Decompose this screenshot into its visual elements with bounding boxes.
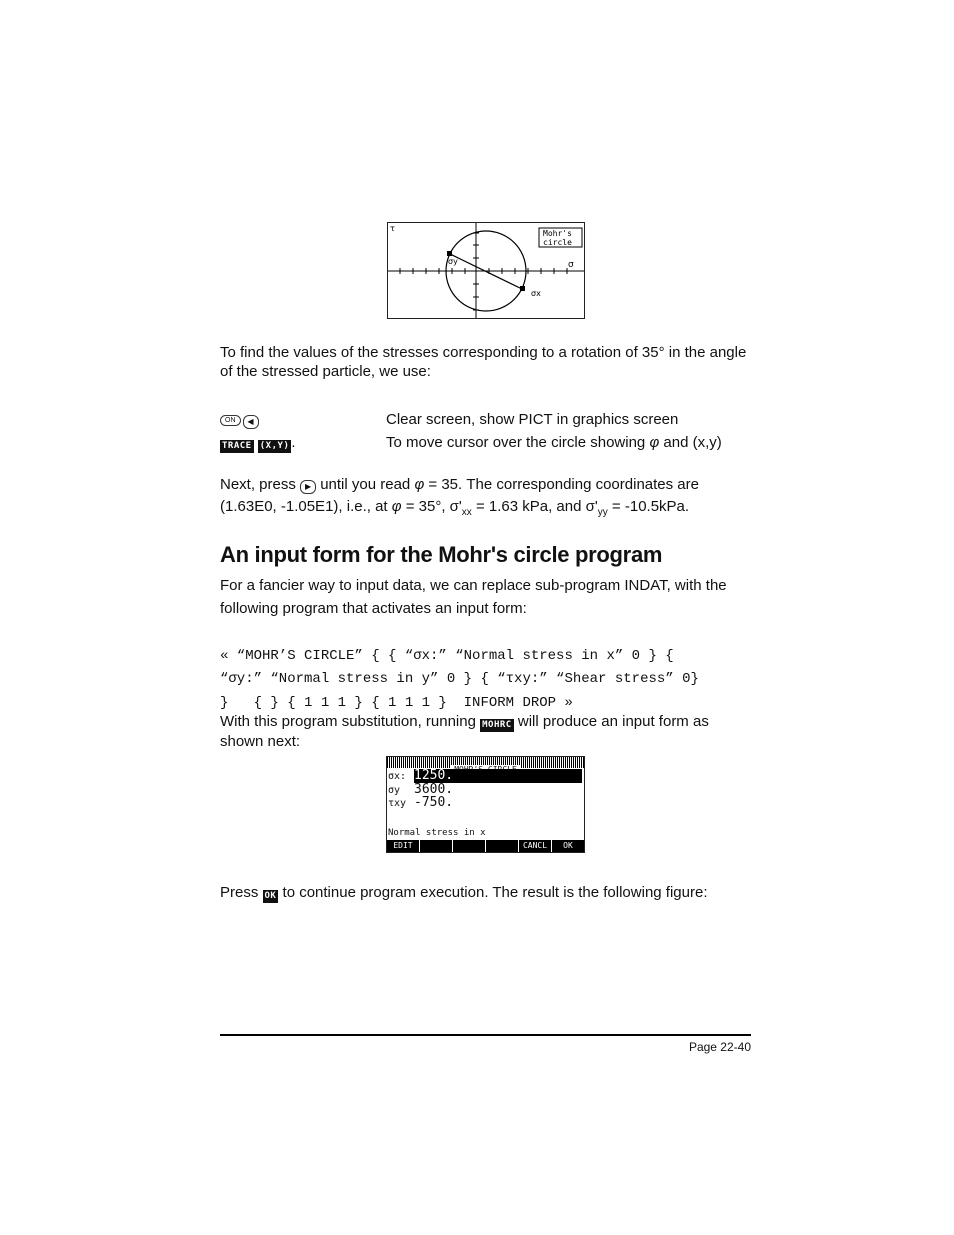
next-l2a: (1.63E0, -1.05E1), i.e., at [220,498,392,515]
field-value-txy[interactable]: -750. [414,795,454,810]
sub-xx: xx [461,507,472,518]
keystroke-row-1 [220,410,760,430]
menu-cancel-button[interactable]: CANCL [519,840,551,852]
sub-yy: yy [597,507,608,518]
mohr-circle-plot [388,223,584,318]
next-t1: Next, press [220,476,301,493]
left-arrow-key-icon: ◀ [243,415,259,429]
field-value-sx-text: 1250. [414,768,454,783]
para3-line2: shown next: [220,733,301,750]
desc2-pre: To move cursor over the circle showing [386,434,650,451]
keystroke-row-2 [220,433,760,453]
footer-rule [220,1034,751,1036]
sigma-y-label: σy [448,257,458,266]
field-value-sx[interactable] [414,769,582,783]
phi-symbol-2: φ [414,476,425,493]
para3 [220,712,760,751]
section-heading: An input form for the Mohr's circle program [220,542,663,567]
next-para-line2 [220,497,760,522]
form-field-txy[interactable] [388,796,453,810]
xy-softkey-icon: (X,Y) [259,441,290,451]
phi-symbol: φ [649,434,660,451]
menu-edit-button[interactable]: EDIT [387,840,419,852]
field-label-sy: σy [388,785,401,796]
form-field-sx[interactable] [388,769,582,783]
para3-line1 [220,712,760,732]
next-l2b: = 35°, σ' [401,498,462,515]
field-label-txy: τxy [388,798,407,809]
desc2-post: and (x,y) [659,434,722,451]
para4 [220,883,760,903]
keystroke-keys-1 [220,410,259,429]
code-line-2: “σy:” “Normal stress in y” 0 } { “τxy:” “Shear stress” 0} [220,671,699,687]
para2-line2: following program that activates an input form: [220,600,527,617]
graph-title-line1: Mohr's [543,229,572,238]
intro-paragraph: To find the values of the stresses corresponding to a rotation of 35° in the angle of the stressed particle, we use: [220,344,747,380]
code-line-3: } { } { 1 1 1 } { 1 1 1 } INFORM DROP » [220,695,573,711]
graph-title-line2: circle [543,238,572,247]
keystroke-keys-2 [220,433,296,453]
phi-symbol-3: φ [391,498,402,515]
menu-empty-button-3[interactable] [486,840,518,852]
trace-softkey-icon: TRACE [222,441,252,451]
keystroke-suffix: . [291,434,296,451]
next-l2c: = 1.63 kPa, and σ' [471,498,598,515]
keystroke-desc-1: Clear screen, show PICT in graphics screen [386,411,679,428]
form-prompt: Normal stress in x [388,828,486,838]
menu-empty-button-2[interactable] [453,840,485,852]
para3-t2: will produce an input form as [513,713,709,730]
field-value-sy[interactable]: 3600. [414,782,454,797]
sigma-axis-label: σ [568,260,574,270]
sigma-x-label: σx [531,289,541,298]
para4-t2: to continue program execution. The result is the following figure: [278,884,708,901]
code-line-1: « “MOHR’S CIRCLE” { { “σx:” “Normal stress in x” 0 } { [220,648,674,664]
mohrc-softkey-icon: MOHRC [482,720,512,730]
next-t2: until you read [316,476,415,493]
form-title-bar [387,757,584,768]
form-menu-bar [387,840,584,852]
next-paragraph [220,475,760,522]
right-arrow-key-icon: ▶ [300,480,316,494]
next-l2d: = -10.5kPa. [607,498,690,515]
field-label-sx: σx: [388,771,407,782]
menu-ok-button[interactable]: OK [552,840,584,852]
next-t3: = 35. The corresponding coordinates are [424,476,699,493]
next-para-line1 [220,475,760,494]
keystroke-desc-2 [386,433,722,452]
para2-line1: For a fancier way to input data, we can replace sub-program INDAT, with the [220,577,727,594]
para4-t1: Press [220,884,263,901]
input-form-screenshot [386,756,585,853]
on-key-icon: ON [220,415,241,426]
ok-softkey-icon: OK [264,891,277,901]
page-number: Page 22-40 [688,1040,751,1054]
tau-axis-label: τ [390,224,395,233]
graph-screenshot [387,222,585,319]
para3-t1: With this program substitution, running [220,713,481,730]
para2 [220,576,760,618]
menu-empty-button-1[interactable] [420,840,452,852]
